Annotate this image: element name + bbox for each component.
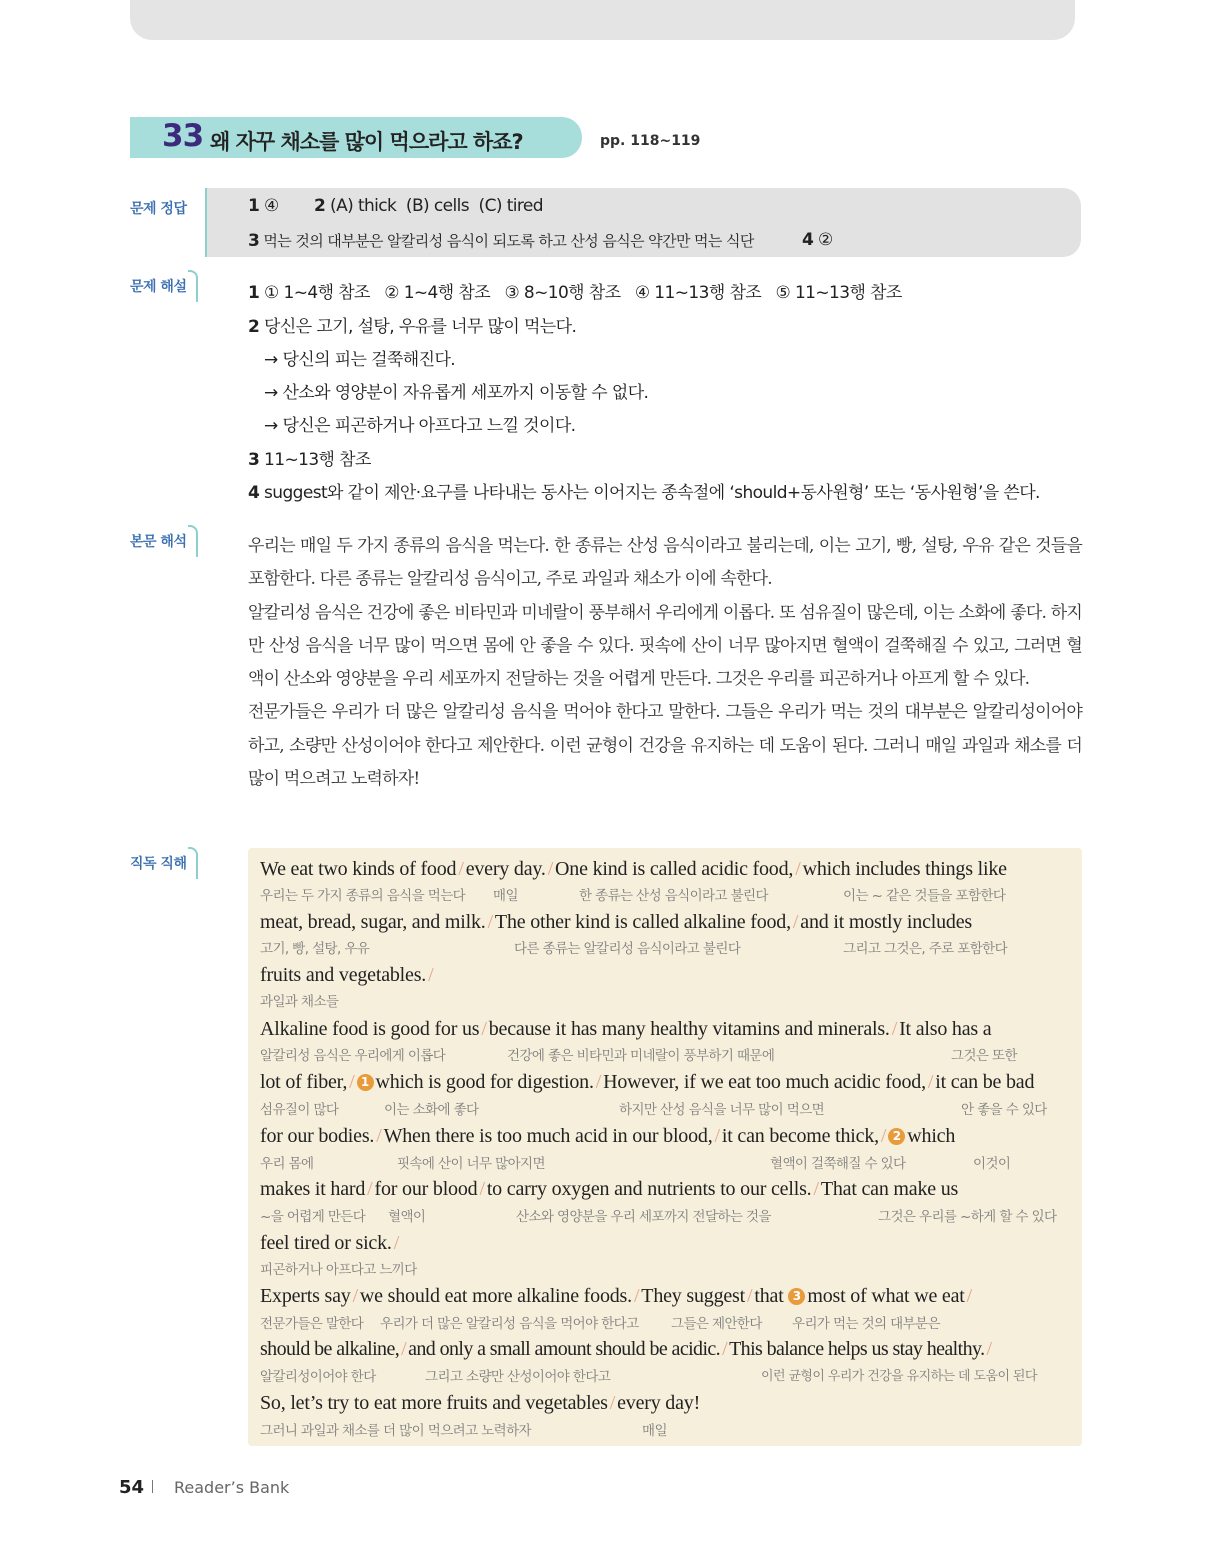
answers-divider [205,188,207,257]
chunk-divider: / [927,1071,934,1093]
answer-2-value: (A) thick (B) cells (C) tired [330,196,543,216]
answer-3-num: 3 [248,231,260,251]
translation-label-bracket [188,525,198,557]
chunk-divider: / [481,1018,487,1040]
answer-1-value: ④ [264,196,279,216]
page-reference: pp. 118~119 [600,133,701,149]
explanation-1-text: ① 1~4행 참조 ② 1~4행 참조 ③ 8~10행 참조 ④ 11~13행 참조 ⑤ 11~13행 참조 [264,283,902,303]
answer-4-value: ② [818,230,833,250]
gloss: 산소와 영양분을 우리 세포까지 전달하는 것을 [516,1209,771,1225]
chunk: which [907,1125,956,1147]
gloss: 이는 소화에 좋다 [384,1102,479,1118]
explanation-4-text: suggest와 같이 제안·요구를 나타내는 동사는 이어지는 종속절에 ‘should+동사원형’ 또는 ‘동사원형’을 쓴다. [264,483,1040,503]
gloss: 이는 ~ 같은 것들을 포함한다 [843,888,1006,904]
chunk-divider: / [795,858,801,880]
gloss: 하지만 산성 음식을 너무 많이 먹으면 [619,1102,825,1118]
direct-reading-label-text: 직독 직해 [130,856,187,872]
reading-line-9 [260,1285,974,1308]
chunk: We eat two kinds of food [260,858,457,880]
chunk: One kind is called acidic food, [555,858,794,880]
chunk-divider: / [352,1285,358,1307]
chunk-divider: / [813,1178,819,1200]
chunk: Experts say [260,1285,351,1307]
lesson-title: 왜 자꾸 채소를 많이 먹으라고 하죠? [210,130,523,154]
chunk: most of what we eat [807,1285,965,1307]
chunk: and it mostly includes [800,911,972,933]
chunk-divider: / [880,1125,887,1147]
chunk-divider: / [792,911,799,933]
answer-2 [314,196,543,216]
chunk: that [754,1285,784,1307]
gloss: 한 종류는 산성 음식이라고 불린다 [579,888,768,904]
chunk-divider: / [714,1125,720,1147]
explanation-2c: → 당신은 피곤하거나 아프다고 느낄 것이다. [264,416,576,436]
chunk-divider: / [609,1392,616,1414]
chunk-divider: / [458,858,464,880]
chunk: Alkaline food is good for us [260,1018,480,1040]
chunk: meat, bread, sugar, and milk. [260,911,486,933]
gloss: 우리는 두 가지 종류의 음식을 먹는다 [260,888,466,904]
chunk: and only a small amount should be acidic. [408,1338,721,1360]
reading-line-11 [260,1392,700,1415]
chunk-divider: / [966,1285,972,1307]
explanation-4 [248,478,1040,503]
chunk-divider: / [367,1178,373,1200]
explanation-3-text: 11~13행 참조 [264,450,371,470]
explanation-label-bracket [188,270,198,302]
chunk: This balance helps us stay healthy. [729,1338,985,1360]
gloss: 전문가들은 말한다 [260,1316,364,1332]
explanation-2a: → 당신의 피는 걸쭉해진다. [264,350,456,370]
gloss: 핏속에 산이 너무 많아지면 [397,1156,545,1172]
chunk-divider: / [747,1285,753,1307]
chunk: When there is too much acid in our blood, [383,1125,713,1147]
gloss: 그리고 그것은, 주로 포함한다 [843,941,1008,957]
chunk: it can be bad [935,1071,1035,1093]
gloss: 우리 몸에 [260,1156,314,1172]
gloss: 그것은 우리를 ~하게 할 수 있다 [878,1209,1057,1225]
chunk-divider: / [986,1338,992,1360]
gloss: 그러니 과일과 채소를 더 많이 먹으려고 노력하자 [260,1423,531,1439]
reading-line-10 [260,1338,993,1361]
chunk: lot of fiber, [260,1071,348,1093]
chunk-divider: / [428,964,434,986]
gloss: 혈액이 걸쭉해질 수 있다 [770,1156,906,1172]
explanation-1-num: 1 [248,283,260,303]
explanation-2b: → 산소와 영양분이 자유롭게 세포까지 이동할 수 없다. [264,383,649,403]
explanation-4-num: 4 [248,483,260,503]
direct-reading-label [130,853,198,873]
number-badge-icon: 2 [888,1128,905,1145]
chunk-divider: / [487,911,493,933]
explanation-label-text: 문제 해설 [130,279,187,295]
reading-line-5 [260,1071,1034,1094]
chunk: for our blood [374,1178,478,1200]
translation-paragraph-1: 우리는 매일 두 가지 종류의 음식을 먹는다. 한 종류는 산성 음식이라고 불리는데, 이는 고기, 빵, 설탕, 우유 같은 것들을 포함한다. 다른 종류는 알칼리성 음식이고, 주로 과일과 채소가 이에 속한다. [248,536,1082,590]
chunk-divider: / [595,1071,602,1093]
explanation-2 [248,312,576,337]
chunk-divider: / [722,1338,728,1360]
book-title: Reader’s Bank [174,1478,290,1497]
gloss: 알칼리성이어야 한다 [260,1369,376,1385]
chunk-divider: / [547,858,554,880]
answer-3 [248,230,754,251]
chunk: They suggest [641,1285,745,1307]
translation-label-text: 본문 해석 [130,534,187,550]
footer-divider [152,1480,153,1493]
chunk: fruits and vegetables. [260,964,427,986]
top-banner-bar [130,0,1075,40]
chunk: However, if we eat too much acidic food, [603,1071,926,1093]
direct-reading-label-bracket [188,847,198,879]
gloss: 그리고 소량만 산성이어야 한다고 [425,1369,611,1385]
gloss: 알칼리성 음식은 우리에게 이롭다 [260,1048,446,1064]
reading-line-7 [260,1178,958,1201]
chunk: it can become thick, [721,1125,879,1147]
answer-3-value: 먹는 것의 대부분은 알칼리성 음식이 되도록 하고 산성 음식은 약간만 먹는 식단 [263,232,754,250]
gloss: 피곤하거나 아프다고 느끼다 [260,1262,417,1278]
answer-1-num: 1 [248,196,260,216]
chunk: we should eat more alkaline foods. [359,1285,632,1307]
gloss: 우리가 더 많은 알칼리성 음식을 먹어야 한다고 [380,1316,639,1332]
explanation-label [130,276,198,296]
chunk: That can make us [820,1178,959,1200]
reading-line-3 [260,964,435,987]
reading-line-1 [260,858,1007,881]
reading-line-2 [260,911,972,934]
lesson-number: 33 [162,118,204,154]
chunk-divider: / [891,1018,898,1040]
answer-1 [248,196,279,216]
explanation-3-num: 3 [248,450,260,470]
gloss: 우리가 먹는 것의 대부분은 [792,1316,940,1332]
gloss: 고기, 빵, 설탕, 우유 [260,941,370,957]
chunk: feel tired or sick. [260,1232,392,1254]
chunk: makes it hard [260,1178,366,1200]
chunk-divider: / [376,1125,382,1147]
translation-body [248,530,1082,796]
gloss: 섬유질이 많다 [260,1102,339,1118]
answer-4-num: 4 [802,230,814,250]
gloss: 그들은 제안한다 [671,1316,762,1332]
gloss: 안 좋을 수 있다 [961,1102,1047,1118]
chunk-divider: / [393,1232,400,1254]
gloss: 그것은 또한 [951,1048,1017,1064]
chunk: for our bodies. [260,1125,375,1147]
answer-2-num: 2 [314,196,326,216]
reading-line-8 [260,1232,401,1255]
chunk: should be alkaline, [260,1338,400,1360]
answers-label-text: 문제 정답 [130,201,187,217]
explanation-2-num: 2 [248,317,260,337]
translation-paragraph-2: 알칼리성 음식은 건강에 좋은 비타민과 미네랄이 풍부해서 우리에게 이롭다. 또 섬유질이 많은데, 이는 소화에 좋다. 하지만 산성 음식을 너무 많이 먹으면 몸에 안 좋을 수 있다. 핏속에 산이 너무 많아지면 혈액이 걸쭉해질 수 있고, 그러면 혈액이 산소와 영양분을 우리 세포까지 전달하는 것을 어렵게 만든다. 그것은 우리를 피곤하거나 아프게 할 수 있다. [248,602,1082,690]
chunk: So, let’s try to eat more fruits and vegetables [260,1392,608,1414]
gloss: 이런 균형이 우리가 건강을 유지하는 데 도움이 된다 [761,1369,1037,1384]
chunk-divider: / [349,1071,355,1093]
chunk-divider: / [633,1285,640,1307]
translation-paragraph-3: 전문가들은 우리가 더 많은 알칼리성 음식을 먹어야 한다고 말한다. 그들은 우리가 먹는 것의 대부분은 알칼리성이어야 하고, 소량만 산성이어야 한다고 제안한다. 이런 균형이 건강을 유지하는 데 도움이 된다. 그러니 매일 과일과 채소를 더 많이 먹으려고 노력하자! [248,702,1082,790]
gloss: 매일 [493,888,518,904]
explanation-1 [248,278,902,303]
chunk: to carry oxygen and nutrients to our cells. [486,1178,812,1200]
explanation-2-text: 당신은 고기, 설탕, 우유를 너무 많이 먹는다. [264,317,577,337]
gloss: ~을 어렵게 만든다 [260,1209,366,1225]
gloss: 건강에 좋은 비타민과 미네랄이 풍부하기 때문에 [507,1048,775,1064]
reading-line-4 [260,1018,991,1041]
chunk: every day. [465,858,546,880]
chunk: The other kind is called alkaline food, [494,911,791,933]
gloss: 혈액이 [388,1209,426,1225]
explanation-3 [248,445,371,470]
page-number: 54 [119,1477,145,1498]
chunk: It also has a [899,1018,992,1040]
answers-label [130,198,198,218]
chunk: which is good for digestion. [375,1071,594,1093]
gloss: 매일 [642,1423,667,1439]
gloss: 이것이 [973,1156,1011,1172]
gloss: 과일과 채소들 [260,994,339,1010]
translation-label [130,531,198,551]
number-badge-icon: 3 [788,1288,805,1305]
chunk: every day! [617,1392,701,1414]
chunk-divider: / [401,1338,407,1360]
gloss: 다른 종류는 알칼리성 음식이라고 불린다 [514,941,741,957]
chunk-divider: / [479,1178,485,1200]
answer-4 [802,230,833,250]
chunk: because it has many healthy vitamins and minerals. [488,1018,890,1040]
number-badge-icon: 1 [357,1074,374,1091]
reading-line-6 [260,1125,955,1148]
chunk: which includes things like [802,858,1007,880]
